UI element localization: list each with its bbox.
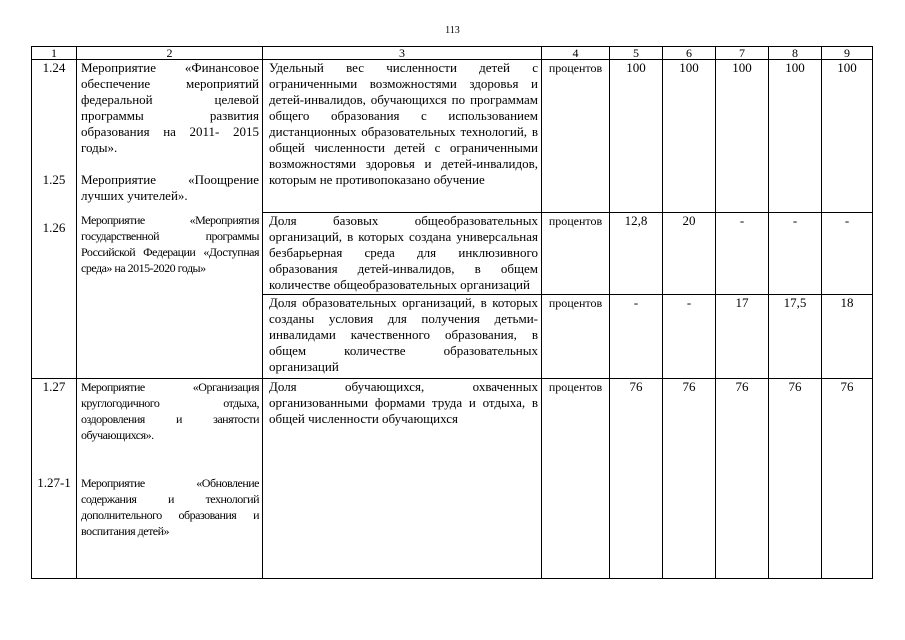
header-cell: 1 [32,47,77,60]
value-cell: - [663,295,716,379]
header-cell: 5 [610,47,663,60]
value-cell: 17 [716,295,769,379]
indicator-text: Удельный вес численности детей с ограниченными возможностями здоровья и детей-инвалидов, обучающихся по программам общего образования с использованием дистанционных образовательных технологий, в общей численности детей с ограниченными возможностями здоровья и детей-инвалидов, которым не противопоказано обучение [263,60,542,213]
measure-name: Мероприятие «Обновление содержания и технологий дополнительного образования и воспитания детей» [81,476,259,538]
header-cell: 6 [663,47,716,60]
value-cell: - [716,213,769,295]
table-row [32,60,873,213]
measure-name: Мероприятие «Мероприятия государственной программы Российской Федерации «Доступная среда» на 2015-2020 годы» [81,213,259,275]
row-number: 1.27-1 [37,475,71,490]
header-row [32,47,873,60]
header-cell: 7 [716,47,769,60]
value-cell: 100 [822,60,873,213]
row-numbers-cell [32,60,77,379]
row-numbers-cell [32,379,77,579]
indicator-text: Доля обучающихся, охваченных организованными формами труда и отдыха, в общей численности обучающихся [263,379,542,579]
page-number: 113 [445,25,460,36]
value-cell: 100 [769,60,822,213]
value-cell: 100 [716,60,769,213]
value-cell: 100 [610,60,663,213]
value-cell: 76 [716,379,769,579]
value-cell: - [769,213,822,295]
header-cell: 9 [822,47,873,60]
value-cell: 17,5 [769,295,822,379]
value-cell: - [610,295,663,379]
value-cell: 76 [769,379,822,579]
indicator-text: Доля базовых общеобразовательных организаций, в которых создана универсальная безбарьерная среда для инклюзивного образования детей-инвалидов, в общем количестве общеобразовательных организаций [263,213,542,295]
row-number: 1.24 [42,60,66,75]
unit-cell: процентов [542,379,610,579]
value-cell: 100 [663,60,716,213]
unit-cell: процентов [542,213,610,295]
measures-cell [77,60,263,379]
value-cell: 20 [663,213,716,295]
table-row [32,379,873,579]
measure-name: Мероприятие «Финансовое обеспечение мероприятий федеральной целевой программы развития образования на 2011- 2015 годы». [81,60,259,155]
indicators-table [31,46,873,579]
value-cell: 76 [610,379,663,579]
row-number: 1.26 [42,220,66,235]
row-number: 1.25 [42,172,66,187]
measure-name: Мероприятие «Организация круглогодичного отдыха, оздоровления и занятости обучающихся». [81,380,259,442]
value-cell: - [822,213,873,295]
header-cell: 3 [263,47,542,60]
value-cell: 12,8 [610,213,663,295]
measures-cell [77,379,263,579]
unit-cell: процентов [542,60,610,213]
value-cell: 76 [663,379,716,579]
unit-cell: процентов [542,295,610,379]
row-number: 1.27 [42,379,66,394]
value-cell: 76 [822,379,873,579]
header-cell: 2 [77,47,263,60]
measure-name: Мероприятие «Поощрение лучших учителей». [81,172,259,203]
header-cell: 4 [542,47,610,60]
indicator-text: Доля образовательных организаций, в которых созданы условия для получения детьми-инвалидами качественного образования, в общем количестве образовательных организаций [263,295,542,379]
header-cell: 8 [769,47,822,60]
value-cell: 18 [822,295,873,379]
